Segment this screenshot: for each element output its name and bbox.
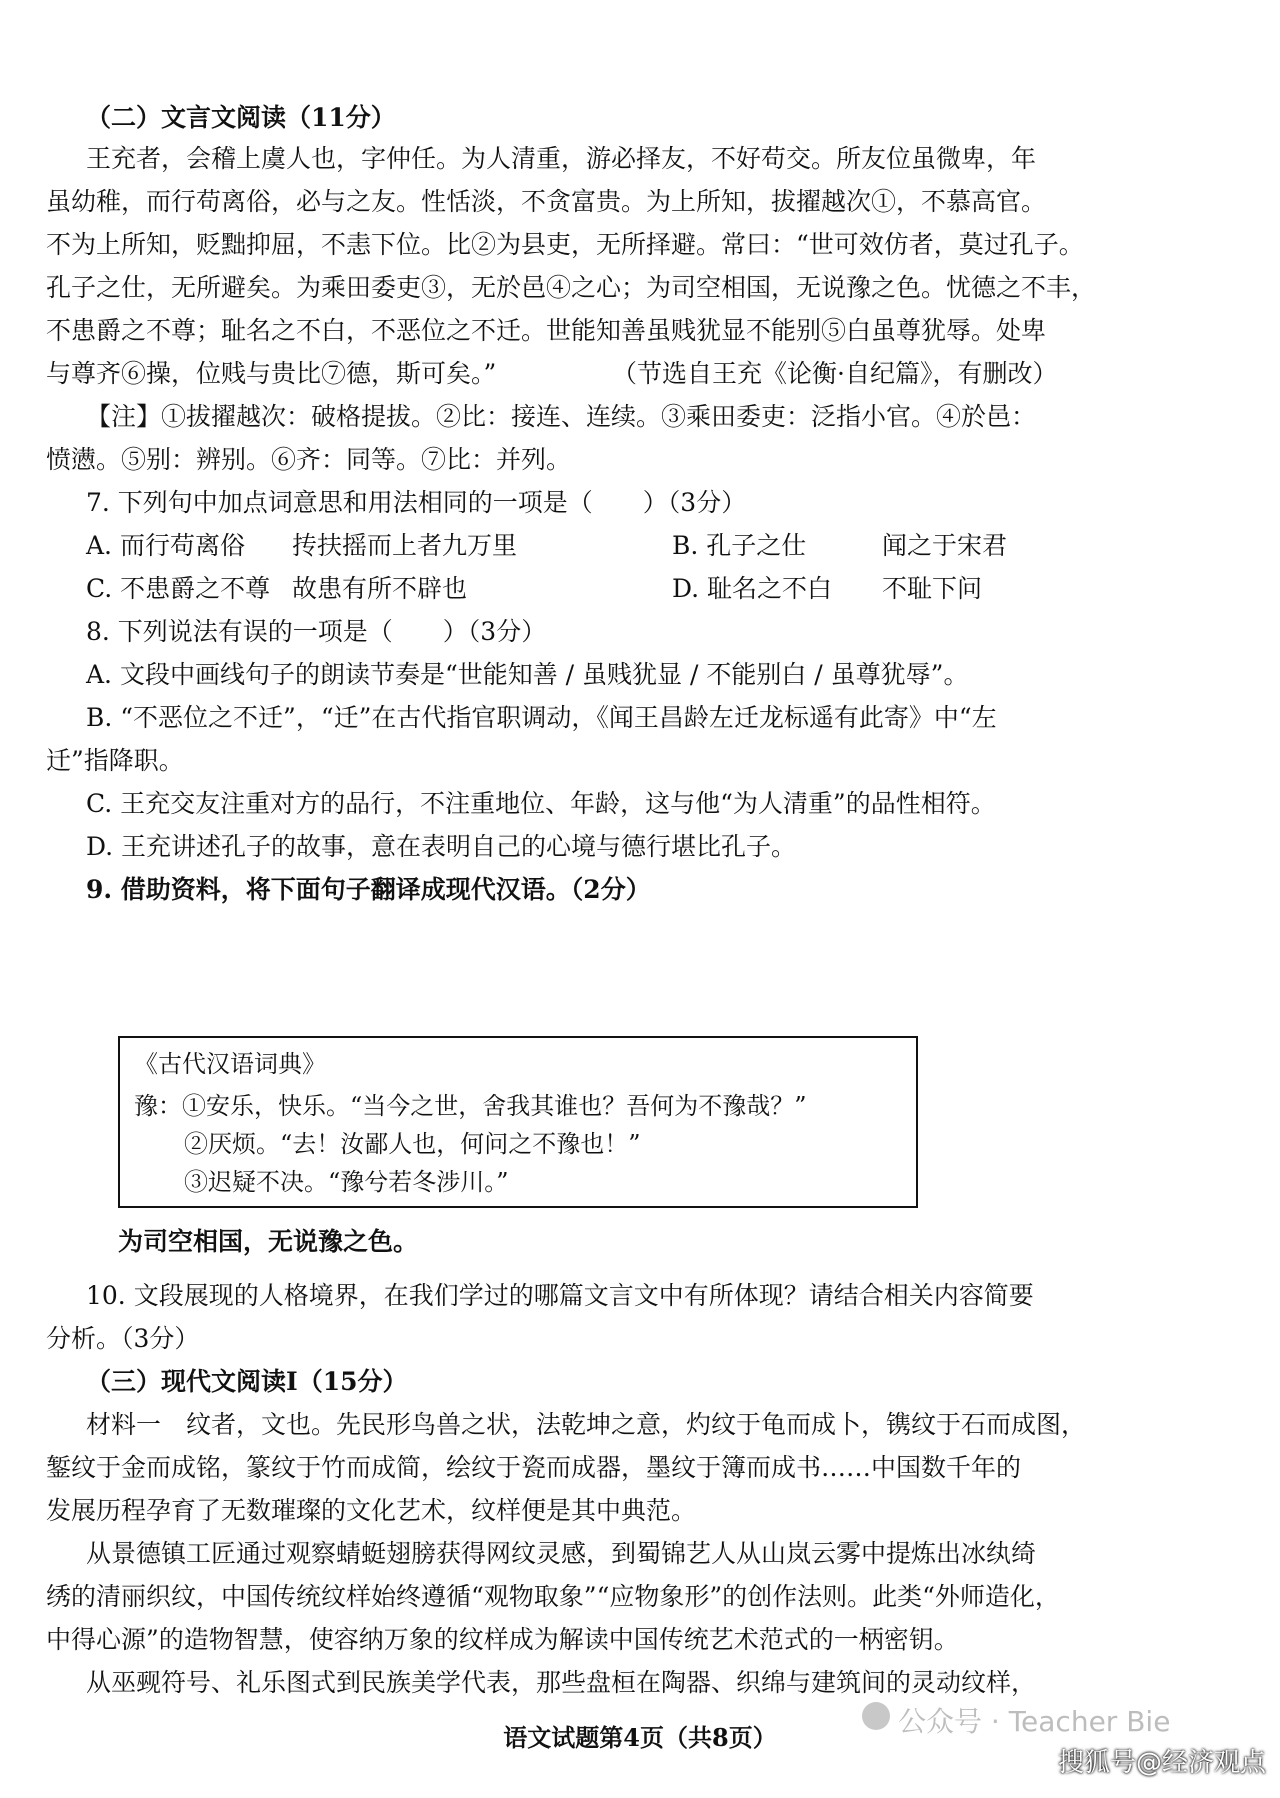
q8-option-d: D. 王充讲述孔子的故事，意在表明自己的心境与德行堪比孔子。 xyxy=(86,832,797,861)
page-footer: 语文试题第4页（共8页） xyxy=(503,1723,777,1752)
note-line: 愤懑。⑤别：辨别。⑥齐：同等。⑦比：并列。 xyxy=(46,445,572,474)
q8-option-b: B. “不恶位之不迁”，“迁”在古代指官职调动，《闻王昌龄左迁龙标遥有此寄》中“左 xyxy=(86,703,997,732)
material-line: 中得心源”的造物智慧，使容纳万象的纹样成为解读中国传统艺术范式的一柄密钥。 xyxy=(46,1625,959,1654)
watermark-wechat: 公众号 · Teacher Bie xyxy=(898,1705,1171,1738)
material-line: 发展历程孕育了无数璀璨的文化艺术，纹样便是其中典范。 xyxy=(46,1496,697,1525)
q8-option-c: C. 王充交友注重对方的品行，不注重地位、年龄，这与他“为人清重”的品性相符。 xyxy=(86,789,996,818)
q9-stem: 9. 借助资料，将下面句子翻译成现代汉语。（2分） xyxy=(86,875,651,904)
q7-option-d-left: D. 耻名之不白 xyxy=(672,574,833,603)
q7-option-a-left: A. 而行苟离俗 xyxy=(86,531,245,560)
wechat-icon xyxy=(862,1702,890,1730)
dictionary-entry: ③迟疑不决。“豫兮若冬涉川。” xyxy=(184,1168,509,1196)
passage-line: 孔子之仕，无所避矣。为乘田委吏③，无於邑④之心；为司空相国，无说豫之色。忧德之不丰， xyxy=(46,273,1097,302)
q8-stem: 8. 下列说法有误的一项是（ ）（3分） xyxy=(86,617,547,646)
q9-sentence: 为司空相国，无说豫之色。 xyxy=(118,1227,419,1256)
section2-heading: （二）文言文阅读（11分） xyxy=(86,103,396,132)
q8-option-a: A. 文段中画线句子的朗读节奏是“世能知善 / 虽贱犹显 / 不能别白 / 虽尊犹辱”。 xyxy=(86,660,969,689)
dictionary-entry: ②厌烦。“去！汝鄙人也，何问之不豫也！” xyxy=(184,1130,641,1158)
q7-stem: 7. 下列句中加点词意思和用法相同的一项是（ ）（3分） xyxy=(86,488,747,517)
q7-option-c-right: 故患有所不辟也 xyxy=(292,574,468,603)
q8-option-b-cont: 迁”指降职。 xyxy=(46,746,184,775)
material-line: 錾纹于金而成铭，篆纹于竹而成简，绘纹于瓷而成器，墨纹于簿而成书……中国数千年的 xyxy=(46,1453,1022,1482)
note-line: 【注】①拔擢越次：破格提拔。②比：接连、连续。③乘田委吏：泛指小官。④於邑： xyxy=(86,402,1037,431)
material-line: 材料一 纹者，文也。先民形鸟兽之状，法乾坤之意，灼纹于龟而成卜，镌纹于石而成图， xyxy=(86,1410,1087,1439)
material-line: 从景德镇工匠通过观察蜻蜓翅膀获得网纹灵感，到蜀锦艺人从山岚云雾中提炼出冰纨绮 xyxy=(86,1539,1037,1568)
material-line: 绣的清丽织纹，中国传统纹样始终遵循“观物取象”“应物象形”的创作法则。此类“外师造化， xyxy=(46,1582,1060,1611)
dictionary-entry: 豫：①安乐，快乐。“当今之世，舍我其谁也？吾何为不豫哉？” xyxy=(134,1092,807,1120)
passage-source: （节选自王充《论衡·自纪篇》，有删改） xyxy=(612,359,1058,388)
dictionary-title: 《古代汉语词典》 xyxy=(134,1050,326,1078)
passage-line: 与尊齐⑥操，位贱与贵比⑦德，斯可矣。” xyxy=(46,359,497,388)
q7-option-b-left: B. 孔子之仕 xyxy=(672,531,807,560)
q10-stem-cont: 分析。（3分） xyxy=(46,1324,200,1353)
passage-line: 不患爵之不尊；耻名之不白，不恶位之不迁。世能知善虽贱犹显不能别⑤白虽尊犹辱。处卑 xyxy=(46,316,1047,345)
passage-line: 王充者，会稽上虞人也，字仲任。为人清重，游必择友，不好苟交。所友位虽微卑，年 xyxy=(86,144,1037,173)
passage-line: 不为上所知，贬黜抑屈，不恚下位。比②为县吏，无所择避。常曰：“世可效仿者，莫过孔子。 xyxy=(46,230,1084,259)
q7-option-a-right: 抟扶摇而上者九万里 xyxy=(292,531,518,560)
q7-option-d-right: 不耻下问 xyxy=(882,574,983,603)
q7-option-c-left: C. 不患爵之不尊 xyxy=(86,574,271,603)
section3-heading: （三）现代文阅读Ⅰ（15分） xyxy=(86,1367,408,1396)
dictionary-box xyxy=(118,1036,918,1208)
passage-line: 虽幼稚，而行苟离俗，必与之友。性恬淡，不贪富贵。为上所知，拔擢越次①，不慕高官。 xyxy=(46,187,1047,216)
material-line: 从巫觋符号、礼乐图式到民族美学代表，那些盘桓在陶器、织绵与建筑间的灵动纹样， xyxy=(86,1668,1037,1697)
q7-option-b-right: 闻之于宋君 xyxy=(882,531,1008,560)
q10-stem: 10. 文段展现的人格境界，在我们学过的哪篇文言文中有所体现？请结合相关内容简要 xyxy=(86,1281,1034,1310)
watermark-sohu: 搜狐号@经济观点 xyxy=(1057,1748,1266,1778)
